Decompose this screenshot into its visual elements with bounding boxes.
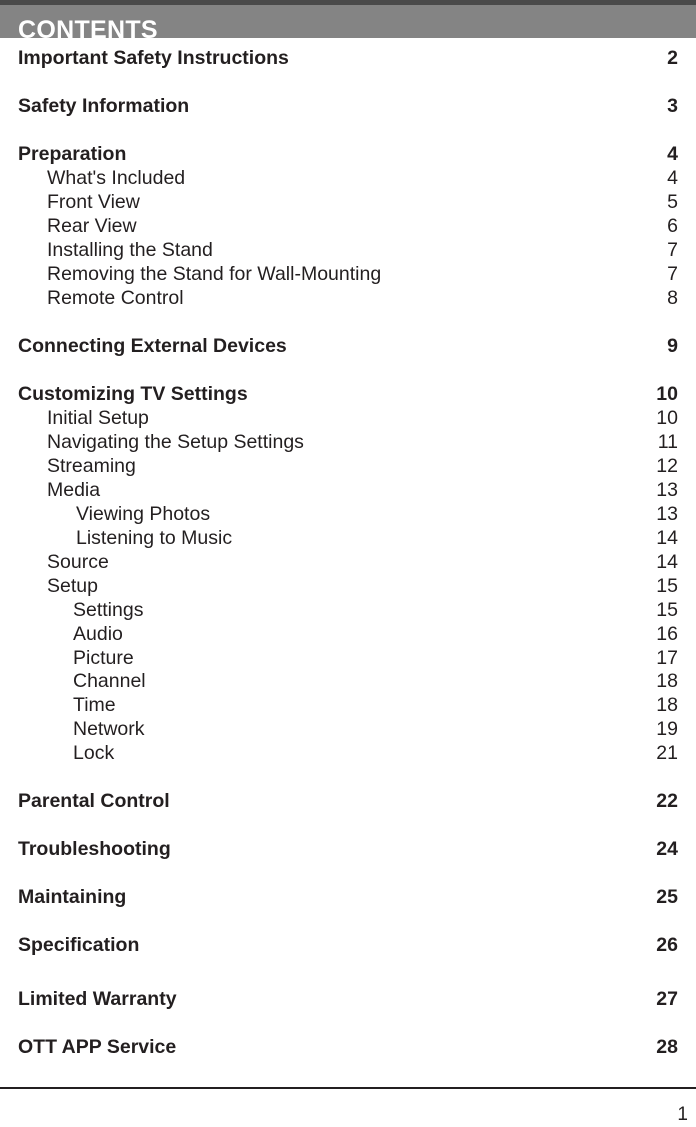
toc-entry-page: 17	[656, 647, 678, 669]
toc-entry	[0, 334, 696, 358]
toc-entry-page: 25	[656, 886, 678, 908]
toc-entry-title: Source	[47, 551, 109, 573]
toc-entry	[0, 238, 696, 262]
toc-entry-title: Limited Warranty	[18, 988, 177, 1010]
toc-entry-title: Maintaining	[18, 886, 127, 908]
toc-entry-title: Picture	[73, 647, 134, 669]
toc-entry	[0, 598, 696, 622]
page-title: CONTENTS	[18, 16, 158, 38]
toc-entry-page: 11	[657, 431, 678, 453]
toc-entry	[0, 190, 696, 214]
toc-entry-title: Removing the Stand for Wall-Mounting	[47, 263, 382, 285]
toc-entry-title: Connecting External Devices	[18, 335, 287, 357]
toc-entry-page: 10	[656, 407, 678, 429]
toc-entry	[0, 94, 696, 118]
toc-entry-title: Remote Control	[47, 287, 184, 309]
toc-entry-page: 18	[656, 670, 678, 692]
toc-entry-page: 7	[667, 263, 678, 285]
toc-entry-title: Settings	[73, 599, 144, 621]
toc-entry-title: Preparation	[18, 143, 127, 165]
toc-entry	[0, 406, 696, 430]
toc-entry-title: Rear View	[47, 215, 137, 237]
toc-entry-page: 13	[656, 479, 678, 501]
toc-entry	[0, 669, 696, 693]
toc-entry	[0, 837, 696, 861]
toc-entry-title: Media	[47, 479, 101, 501]
toc-entry	[0, 382, 696, 406]
toc-entry	[0, 987, 696, 1011]
toc-entry-title: Audio	[73, 623, 123, 645]
toc-entry-page: 18	[656, 694, 678, 716]
toc-entry-page: 4	[667, 143, 678, 165]
toc-entry-page: 14	[656, 527, 678, 549]
toc-entry	[0, 646, 696, 670]
toc-entry	[0, 717, 696, 741]
toc-entry	[0, 1035, 696, 1059]
toc-entry	[0, 550, 696, 574]
toc-entry-page: 19	[656, 718, 678, 740]
toc-entry-title: Channel	[73, 670, 146, 692]
toc-entry-page: 26	[656, 934, 678, 956]
toc-entry	[0, 789, 696, 813]
toc-entry	[0, 214, 696, 238]
toc-entry-page: 16	[656, 623, 678, 645]
toc-entry	[0, 454, 696, 478]
toc-entry-title: Front View	[47, 191, 140, 213]
toc-entry-page: 6	[667, 215, 678, 237]
page-number: 1	[677, 1104, 688, 1125]
toc-entry-page: 15	[656, 575, 678, 597]
toc-entry-title: Important Safety Instructions	[18, 47, 289, 69]
toc-entry-title: Viewing Photos	[76, 503, 211, 525]
toc-entry-page: 5	[667, 191, 678, 213]
toc-entry	[0, 574, 696, 598]
toc-entry-title: Specification	[18, 934, 140, 956]
toc-entry-page: 28	[656, 1036, 678, 1058]
toc-entry-page: 21	[656, 742, 678, 764]
toc-entry	[0, 142, 696, 166]
toc-entry-title: Network	[73, 718, 145, 740]
toc-entry	[0, 526, 696, 550]
toc-entry-page: 2	[667, 47, 678, 69]
toc-entry-title: Streaming	[47, 455, 136, 477]
toc-entry-page: 9	[667, 335, 678, 357]
toc-entry-title: Customizing TV Settings	[18, 383, 248, 405]
toc-entry-page: 14	[656, 551, 678, 573]
toc-entry	[0, 741, 696, 765]
toc-entry-title: Lock	[73, 742, 115, 764]
toc-entry	[0, 502, 696, 526]
toc-entry	[0, 430, 696, 454]
toc-entry	[0, 166, 696, 190]
toc-entry-title: Listening to Music	[76, 527, 233, 549]
toc-entry	[0, 693, 696, 717]
contents-header	[0, 5, 696, 38]
toc-entry	[0, 933, 696, 957]
toc-entry-title: What's Included	[47, 167, 186, 189]
toc-entry-title: Setup	[47, 575, 98, 597]
toc-entry	[0, 885, 696, 909]
toc-entry-title: Navigating the Setup Settings	[47, 431, 304, 453]
toc-entry-page: 7	[667, 239, 678, 261]
toc-entry	[0, 46, 696, 70]
toc-entry-title: Initial Setup	[47, 407, 149, 429]
toc-entry-page: 4	[667, 167, 678, 189]
toc-entry-page: 27	[656, 988, 678, 1010]
toc-entry-page: 15	[656, 599, 678, 621]
toc-entry-page: 3	[667, 95, 678, 117]
toc-entry-title: Troubleshooting	[18, 838, 171, 860]
toc-entry-page: 8	[667, 287, 678, 309]
toc-entry-title: OTT APP Service	[18, 1036, 177, 1058]
toc-entry-title: Parental Control	[18, 790, 170, 812]
toc-entry-page: 10	[656, 383, 678, 405]
toc-entry	[0, 622, 696, 646]
toc-entry	[0, 262, 696, 286]
toc-entry-title: Time	[73, 694, 116, 716]
toc-entry-page: 13	[656, 503, 678, 525]
toc-entry-title: Installing the Stand	[47, 239, 213, 261]
toc-entry-title: Safety Information	[18, 95, 190, 117]
toc-entry	[0, 286, 696, 310]
toc-entry-page: 22	[656, 790, 678, 812]
toc-entry	[0, 478, 696, 502]
toc-entry-page: 24	[656, 838, 678, 860]
toc-entry-page: 12	[656, 455, 678, 477]
footer-rule	[0, 1087, 696, 1089]
